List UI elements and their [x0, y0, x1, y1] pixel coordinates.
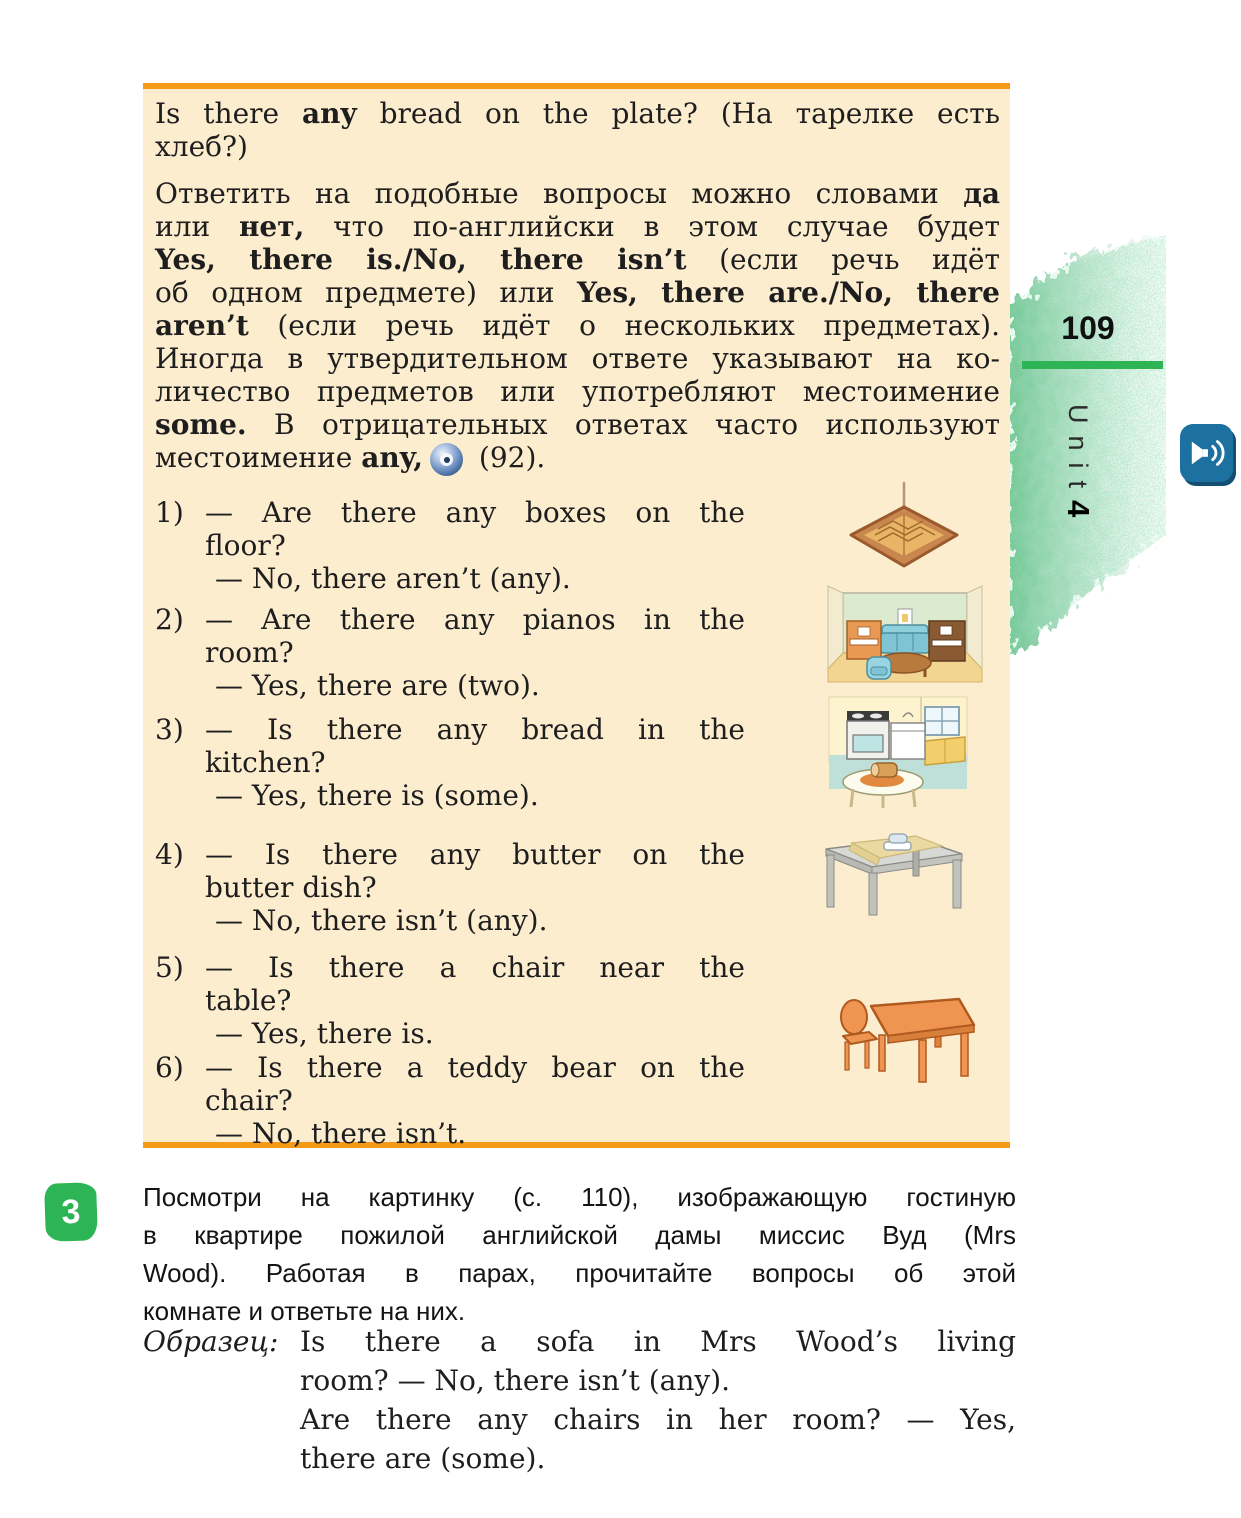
item-number: 6)	[155, 1051, 184, 1084]
exercise-number: 3	[60, 1192, 82, 1231]
item-dialogue	[205, 713, 745, 812]
green-rule	[1022, 361, 1163, 369]
answer-line: — Yes, there are (two).	[215, 669, 540, 702]
item-dialogue	[205, 1051, 745, 1150]
text-line: комнате и ответьте на них.	[143, 1296, 466, 1326]
speaker-icon	[1188, 436, 1226, 470]
question-line: room?	[205, 636, 294, 669]
question-line: — Are there any boxes on the	[205, 496, 745, 529]
question-line: — Is there a teddy bear on the	[205, 1051, 745, 1084]
item-dialogue	[205, 838, 745, 937]
text-line: хлеб?)	[155, 130, 248, 163]
answer-line: — No, there isn’t (any).	[215, 904, 548, 937]
item-number: 5)	[155, 951, 184, 984]
item-number: 3)	[155, 713, 184, 746]
answer-line: — No, there isn’t.	[215, 1117, 467, 1150]
text-line: there are (some).	[300, 1442, 546, 1475]
item-dialogue	[205, 951, 745, 1050]
exercise-number-badge	[44, 1182, 98, 1242]
cd-icon	[430, 443, 463, 476]
question-line: — Is there any bread in the	[205, 713, 745, 746]
text-line: об одном предмете) или Yes, there are./No, there	[155, 276, 1000, 309]
text-line: aren’t (если речь идёт о нескольких предметах).	[155, 309, 1000, 342]
question-line: chair?	[205, 1084, 293, 1117]
answer-line: — No, there aren’t (any).	[215, 562, 571, 595]
grammar-paragraph-1	[155, 97, 1000, 163]
grammar-box	[143, 83, 1010, 1148]
question-line: — Is there a chair near the	[205, 951, 745, 984]
text-line: Ответить на подобные вопросы можно словами да	[155, 177, 1000, 210]
exercise-instructions	[143, 1178, 1016, 1330]
audio-button[interactable]	[1180, 424, 1233, 482]
sample-label: Образец:	[143, 1325, 279, 1358]
parquet-floor-corner-illustration	[845, 480, 963, 576]
question-line: floor?	[205, 529, 286, 562]
text-line: Yes, there is./No, there isn’t (если речь идёт	[155, 243, 1000, 276]
sample-block	[143, 1322, 1016, 1478]
text-line: местоимение any, (92).	[155, 441, 546, 474]
item-dialogue	[205, 603, 745, 702]
question-line: table?	[205, 984, 292, 1017]
page-number: 109	[1061, 310, 1115, 346]
text-line: Иногда в утвердительном ответе указывают на ко-	[155, 342, 1000, 375]
question-line: — Is there any butter on the	[205, 838, 745, 871]
item-number: 2)	[155, 603, 184, 636]
question-line: — Are there any pianos in the	[205, 603, 745, 636]
text-line: в квартире пожилой английской дамы миссис Вуд (Mrs	[143, 1220, 1016, 1250]
item-dialogue	[205, 496, 745, 595]
text-line: Посмотри на картинку (с. 110), изображающую гостиную	[143, 1182, 1016, 1212]
text-line: Is there a sofa in Mrs Wood’s living	[300, 1325, 1016, 1358]
question-line: butter dish?	[205, 871, 377, 904]
kitchen-with-bread-on-table-illustration	[825, 695, 970, 810]
item-number: 4)	[155, 838, 184, 871]
unit-word: Unit	[1063, 404, 1093, 501]
unit-label	[1060, 404, 1096, 529]
text-line: some. В отрицательных ответах часто используют	[155, 408, 1000, 441]
text-line: или нет, что по-английски в этом случае будет	[155, 210, 1000, 243]
chair-near-table-illustration	[835, 985, 978, 1090]
text-line: Are there any chairs in her room? — Yes,	[300, 1403, 1016, 1436]
text-line: Wood). Работая в парах, прочитайте вопросы об этой	[143, 1258, 1016, 1288]
answer-line: — Yes, there is.	[215, 1017, 434, 1050]
text-line: Is there any bread on the plate? (На тарелке есть	[155, 97, 1000, 130]
grammar-paragraph-2	[155, 177, 1000, 476]
answer-line: — Yes, there is (some).	[215, 779, 539, 812]
text-line: личество предметов или употребляют местоимение	[155, 375, 1000, 408]
item-number: 1)	[155, 496, 184, 529]
unit-number: 4	[1061, 500, 1096, 530]
text-line: room? — No, there isn’t (any).	[300, 1364, 731, 1397]
question-line: kitchen?	[205, 746, 326, 779]
living-room-with-two-pianos-illustration	[825, 585, 985, 690]
sample-lines	[300, 1322, 1016, 1478]
table-with-butter-dish-illustration	[820, 820, 968, 916]
